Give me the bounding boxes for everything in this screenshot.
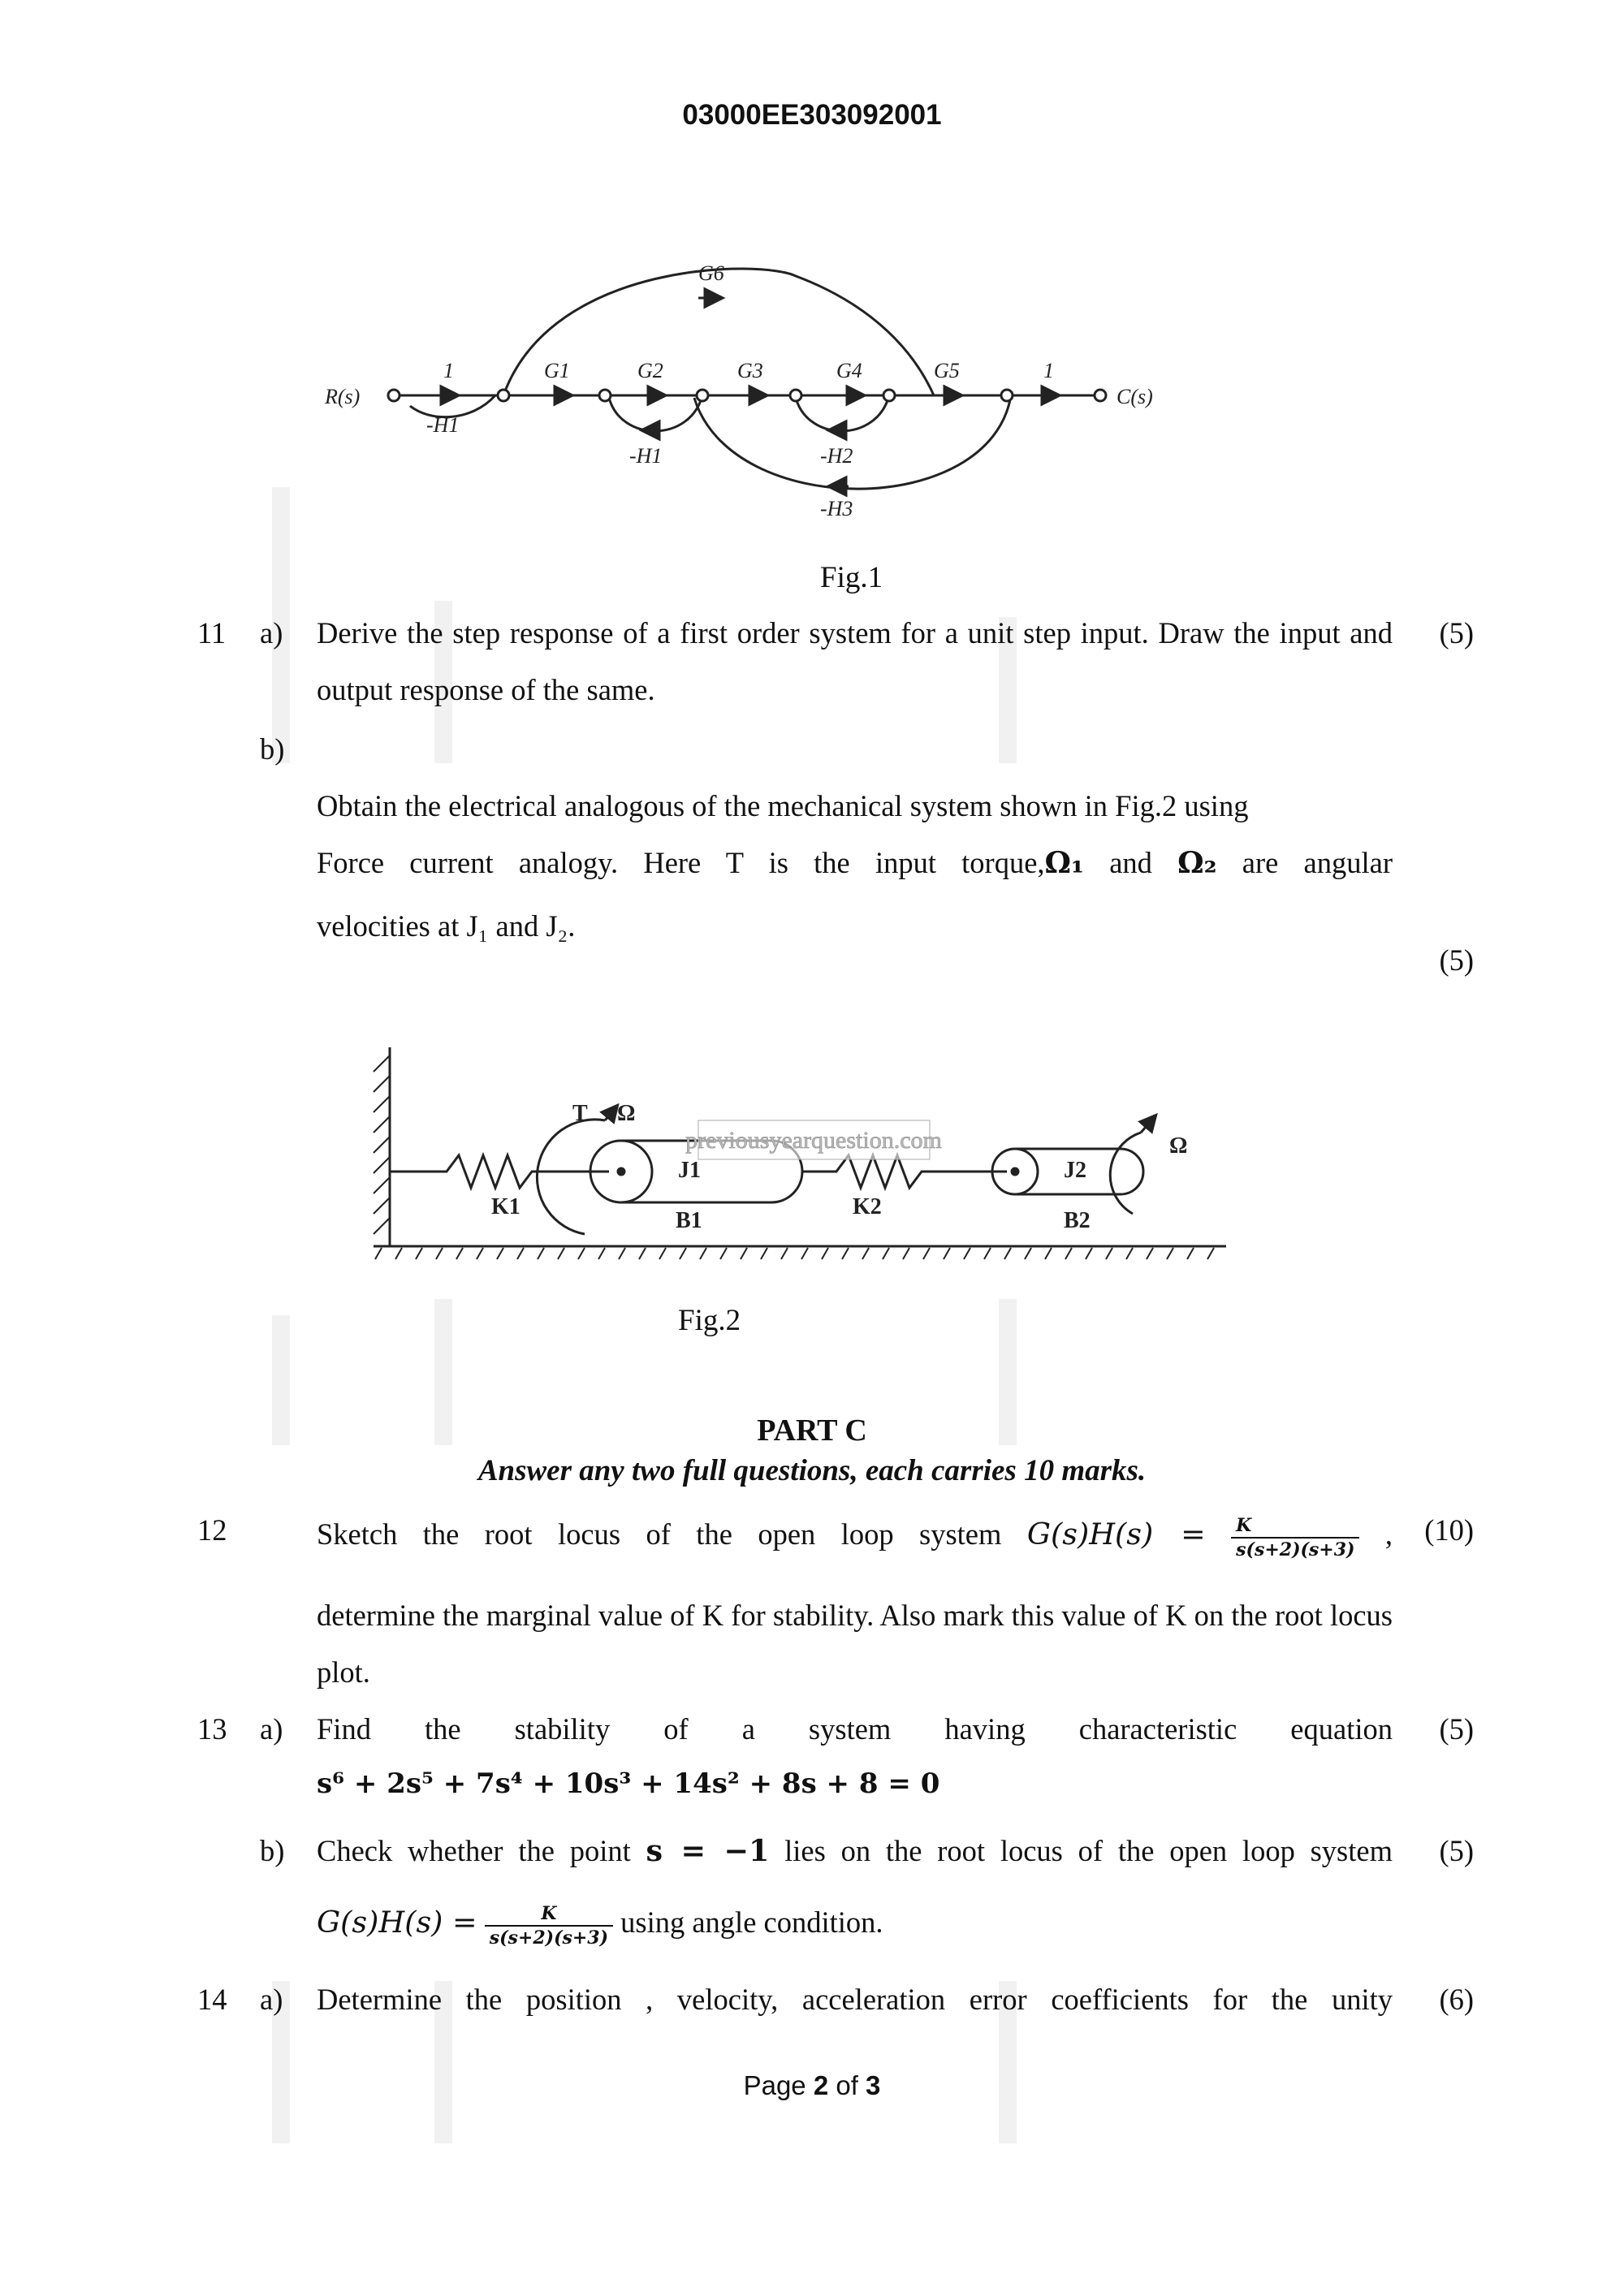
fig2-k2-label: K2: [853, 1194, 882, 1219]
part-instruction: Answer any two full questions, each carries 10 marks.: [477, 1454, 1147, 1487]
q11b-line: Obtain the electrical analogous of the mechanical system shown in Fig.2 using: [317, 789, 1249, 822]
question-number: 12: [197, 1513, 227, 1547]
marks: (5): [1439, 1712, 1474, 1746]
fig2-omega2-label: Ω: [1169, 1133, 1188, 1159]
fig1-gain: 1: [443, 359, 454, 382]
subquestion-label: b): [260, 1834, 285, 1867]
fig1-gain-top: G6: [698, 261, 724, 285]
q11a-text: Derive the step response of a first order system for a unit step input. Draw the input and output response of the same.: [317, 616, 1393, 706]
q11b-text: [317, 778, 1393, 955]
q12-line1: Sketch the root locus of the open loop system G(s)H(s) = $\frac{K}{s(s+2)(s+3)}$ ,: [317, 1514, 1393, 1560]
marks: (10): [1424, 1513, 1474, 1547]
fig1-feedback: -H1: [629, 444, 663, 468]
subquestion-label: b): [260, 732, 285, 766]
fig1-input-label: R(s): [325, 385, 361, 408]
subquestion-label: a): [260, 616, 283, 650]
fig2-j2-label: J2: [1064, 1158, 1086, 1183]
marks: (6): [1439, 1983, 1474, 2016]
q13b-line1: Check whether the point s = −1 lies on the root locus of the open loop system: [317, 1833, 1393, 1868]
question-number: 13: [197, 1712, 227, 1746]
question-number: 14: [197, 1983, 227, 2016]
subquestion-label: a): [260, 1983, 283, 2016]
marks: (5): [1439, 943, 1474, 977]
q14a-text: Determine the position , velocity, acceleration error coefficients for the unity: [317, 1983, 1393, 2016]
fig1-gain: G1: [544, 359, 570, 382]
fig1-gain: G5: [934, 359, 960, 382]
fig2-caption: Fig.2: [678, 1304, 741, 1337]
marks: (5): [1439, 1834, 1474, 1867]
fig2-k1-label: K1: [491, 1194, 520, 1219]
part-title: PART C: [757, 1413, 867, 1448]
question-number: 11: [197, 616, 227, 650]
fig1-gain: 1: [1043, 359, 1054, 382]
fig1-feedback: -H3: [820, 497, 853, 520]
site-watermark: previousyearquestion.com: [685, 1127, 942, 1154]
q12-text: determine the marginal value of K for stability. Also mark this value of K on the root locus plot.: [317, 1599, 1393, 1689]
page-number: Page 2 of 3: [743, 2070, 881, 2100]
fig1-signal-flow-graph: [309, 252, 1218, 544]
fig2-mechanical-system: [365, 1039, 1242, 1275]
fig1-output-label: C(s): [1116, 385, 1153, 408]
fig1-caption: Fig.1: [820, 561, 883, 594]
paper-code: 03000EE303092001: [682, 99, 942, 131]
fig1-gain: G2: [637, 359, 663, 382]
q12-fraction: $\frac{K}{s(s+2)(s+3)}$: [1231, 1514, 1359, 1561]
q11b-line: velocities at J₁ and J₂.: [317, 909, 576, 943]
fig2-b1-label: B1: [676, 1208, 702, 1233]
fig2-j1-label: J1: [678, 1158, 701, 1183]
q13a-equation: s⁶ + 2s⁵ + 7s⁴ + 10s³ + 14s² + 8s + 8 = 0: [317, 1767, 940, 1800]
fig1-gain: G4: [836, 359, 862, 382]
fig1-feedback: -H2: [820, 444, 853, 468]
q13b-fraction: $\frac{K}{s(s+2)(s+3)}$: [485, 1902, 613, 1949]
q13b-line2: G(s)H(s) = $\frac{K}{s(s+2)(s+3)}$ using angle condition.: [317, 1902, 883, 1949]
fig2-torque-label: T: [572, 1101, 588, 1126]
fig2-b2-label: B2: [1064, 1208, 1091, 1233]
marks: (5): [1439, 616, 1474, 650]
fig2-omega1-label: Ω: [617, 1101, 636, 1126]
fig1-gain: G3: [737, 359, 763, 382]
q11b-line: Force current analogy. Here T is the input torque,Ω₁ and Ω₂ are angular: [317, 845, 1393, 880]
subquestion-label: a): [260, 1712, 283, 1746]
q13a-text: Find the stability of a system having characteristic equation: [317, 1712, 1393, 1746]
fig1-feedback: -H1: [426, 413, 460, 437]
